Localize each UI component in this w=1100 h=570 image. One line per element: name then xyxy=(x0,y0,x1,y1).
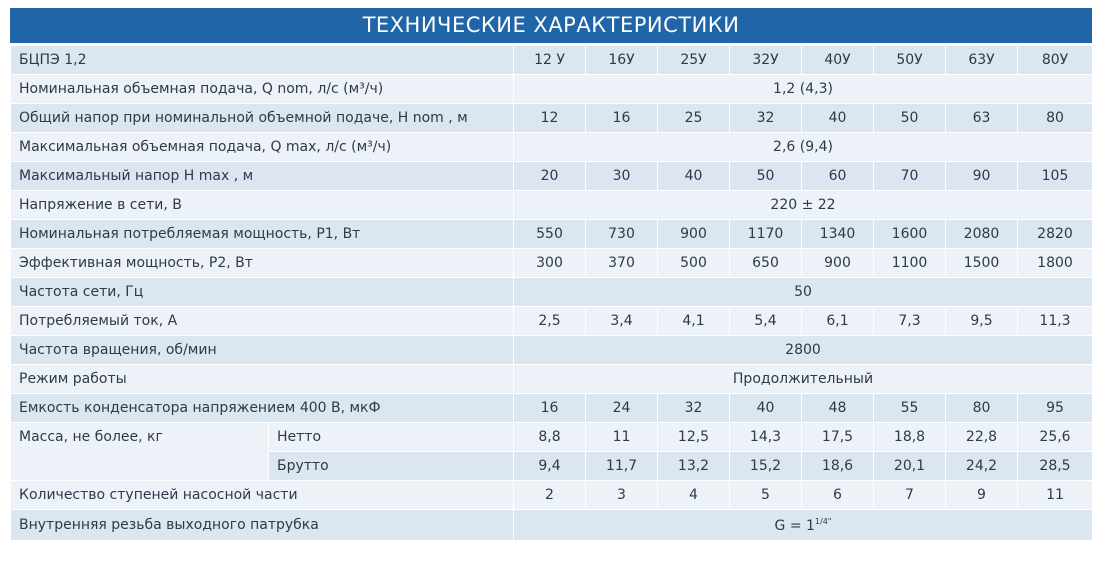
table-row xyxy=(11,481,1093,510)
value-cell: 6,1 xyxy=(802,307,874,336)
table-row xyxy=(11,249,1093,278)
model-cell: 80У xyxy=(1018,46,1093,75)
gross-label: Брутто xyxy=(269,452,514,481)
model-cell: 32У xyxy=(730,46,802,75)
value-cell: 730 xyxy=(586,220,658,249)
value-cell: 1600 xyxy=(874,220,946,249)
merged-value: 220 ± 22 xyxy=(514,191,1093,220)
spec-table xyxy=(10,45,1093,541)
value-cell: 18,6 xyxy=(802,452,874,481)
model-cell: 40У xyxy=(802,46,874,75)
value-cell: 5,4 xyxy=(730,307,802,336)
value-cell: 32 xyxy=(730,104,802,133)
value-cell: 11 xyxy=(1018,481,1093,510)
value-cell: 50 xyxy=(730,162,802,191)
value-cell: 17,5 xyxy=(802,423,874,452)
row-label: Номинальная объемная подача, Q nom, л/с (м³/ч) xyxy=(11,75,514,104)
row-label: Максимальный напор H max , м xyxy=(11,162,514,191)
row-label: Частота вращения, об/мин xyxy=(11,336,514,365)
page-title: ТЕХНИЧЕСКИЕ ХАРАКТЕРИСТИКИ xyxy=(10,8,1092,43)
value-cell: 2,5 xyxy=(514,307,586,336)
row-label: Внутренняя резьба выходного патрубка xyxy=(11,510,514,541)
value-cell: 8,8 xyxy=(514,423,586,452)
table-row xyxy=(11,365,1093,394)
row-label: Максимальная объемная подача, Q max, л/с (м³/ч) xyxy=(11,133,514,162)
value-cell: 50 xyxy=(874,104,946,133)
value-cell: 80 xyxy=(946,394,1018,423)
value-cell: 9,5 xyxy=(946,307,1018,336)
value-cell: 32 xyxy=(658,394,730,423)
value-cell: 24,2 xyxy=(946,452,1018,481)
row-label: Напряжение в сети, В xyxy=(11,191,514,220)
row-label: Номинальная потребляемая мощность, Р1, Вт xyxy=(11,220,514,249)
spec-sheet xyxy=(10,8,1092,541)
value-cell: 48 xyxy=(802,394,874,423)
value-cell: 2080 xyxy=(946,220,1018,249)
thread-value: G = 1 xyxy=(774,517,815,534)
table-row xyxy=(11,423,1093,452)
row-label: Общий напор при номинальной объемной подаче, H nom , м xyxy=(11,104,514,133)
header-label: БЦПЭ 1,2 xyxy=(11,46,514,75)
value-cell: 90 xyxy=(946,162,1018,191)
value-cell: 3 xyxy=(586,481,658,510)
table-row xyxy=(11,191,1093,220)
value-cell: 12,5 xyxy=(658,423,730,452)
value-cell: 370 xyxy=(586,249,658,278)
value-cell: 105 xyxy=(1018,162,1093,191)
merged-value: 1,2 (4,3) xyxy=(514,75,1093,104)
value-cell: 1100 xyxy=(874,249,946,278)
value-cell: 7 xyxy=(874,481,946,510)
model-cell: 63У xyxy=(946,46,1018,75)
value-cell: 40 xyxy=(658,162,730,191)
merged-value: Продолжительный xyxy=(514,365,1093,394)
value-cell: 20 xyxy=(514,162,586,191)
table-row xyxy=(11,104,1093,133)
value-cell: 1340 xyxy=(802,220,874,249)
row-label: Режим работы xyxy=(11,365,514,394)
value-cell: 5 xyxy=(730,481,802,510)
value-cell: 1170 xyxy=(730,220,802,249)
value-cell: 14,3 xyxy=(730,423,802,452)
row-label: Потребляемый ток, А xyxy=(11,307,514,336)
value-cell: 1800 xyxy=(1018,249,1093,278)
value-cell: 30 xyxy=(586,162,658,191)
value-cell: 9 xyxy=(946,481,1018,510)
merged-value: 2800 xyxy=(514,336,1093,365)
value-cell: 22,8 xyxy=(946,423,1018,452)
value-cell: 40 xyxy=(730,394,802,423)
value-cell: 95 xyxy=(1018,394,1093,423)
row-label: Частота сети, Гц xyxy=(11,278,514,307)
value-cell: 20,1 xyxy=(874,452,946,481)
value-cell: 40 xyxy=(802,104,874,133)
mass-label: Масса, не более, кг xyxy=(11,423,269,481)
merged-value: 50 xyxy=(514,278,1093,307)
value-cell: 15,2 xyxy=(730,452,802,481)
value-cell: 500 xyxy=(658,249,730,278)
value-cell: 3,4 xyxy=(586,307,658,336)
value-cell: 25 xyxy=(658,104,730,133)
value-cell: 80 xyxy=(1018,104,1093,133)
value-cell: 900 xyxy=(802,249,874,278)
value-cell: 70 xyxy=(874,162,946,191)
value-cell: 11,3 xyxy=(1018,307,1093,336)
value-cell: 2820 xyxy=(1018,220,1093,249)
table-row xyxy=(11,510,1093,541)
value-cell: 28,5 xyxy=(1018,452,1093,481)
value-cell: 4,1 xyxy=(658,307,730,336)
row-label: Емкость конденсатора напряжением 400 В, мкФ xyxy=(11,394,514,423)
value-cell: 63 xyxy=(946,104,1018,133)
value-cell: 16 xyxy=(514,394,586,423)
value-cell: 55 xyxy=(874,394,946,423)
value-cell: 11 xyxy=(586,423,658,452)
value-cell: 650 xyxy=(730,249,802,278)
table-row xyxy=(11,336,1093,365)
value-cell: 4 xyxy=(658,481,730,510)
value-cell: 18,8 xyxy=(874,423,946,452)
net-label: Нетто xyxy=(269,423,514,452)
thread-superscript: 1/4" xyxy=(814,516,832,526)
value-cell: 11,7 xyxy=(586,452,658,481)
value-cell: 9,4 xyxy=(514,452,586,481)
table-row xyxy=(11,75,1093,104)
value-cell: 6 xyxy=(802,481,874,510)
value-cell: 1500 xyxy=(946,249,1018,278)
value-cell: 300 xyxy=(514,249,586,278)
value-cell: 550 xyxy=(514,220,586,249)
merged-value xyxy=(514,510,1093,541)
table-row xyxy=(11,307,1093,336)
table-row xyxy=(11,278,1093,307)
value-cell: 900 xyxy=(658,220,730,249)
value-cell: 25,6 xyxy=(1018,423,1093,452)
value-cell: 60 xyxy=(802,162,874,191)
table-row xyxy=(11,162,1093,191)
model-cell: 16У xyxy=(586,46,658,75)
model-cell: 25У xyxy=(658,46,730,75)
merged-value: 2,6 (9,4) xyxy=(514,133,1093,162)
header-row xyxy=(11,46,1093,75)
row-label: Количество ступеней насосной части xyxy=(11,481,514,510)
value-cell: 2 xyxy=(514,481,586,510)
value-cell: 16 xyxy=(586,104,658,133)
value-cell: 24 xyxy=(586,394,658,423)
value-cell: 12 xyxy=(514,104,586,133)
model-cell: 12 У xyxy=(514,46,586,75)
table-row xyxy=(11,394,1093,423)
table-row xyxy=(11,220,1093,249)
value-cell: 7,3 xyxy=(874,307,946,336)
value-cell: 13,2 xyxy=(658,452,730,481)
model-cell: 50У xyxy=(874,46,946,75)
table-row xyxy=(11,133,1093,162)
row-label: Эффективная мощность, Р2, Вт xyxy=(11,249,514,278)
